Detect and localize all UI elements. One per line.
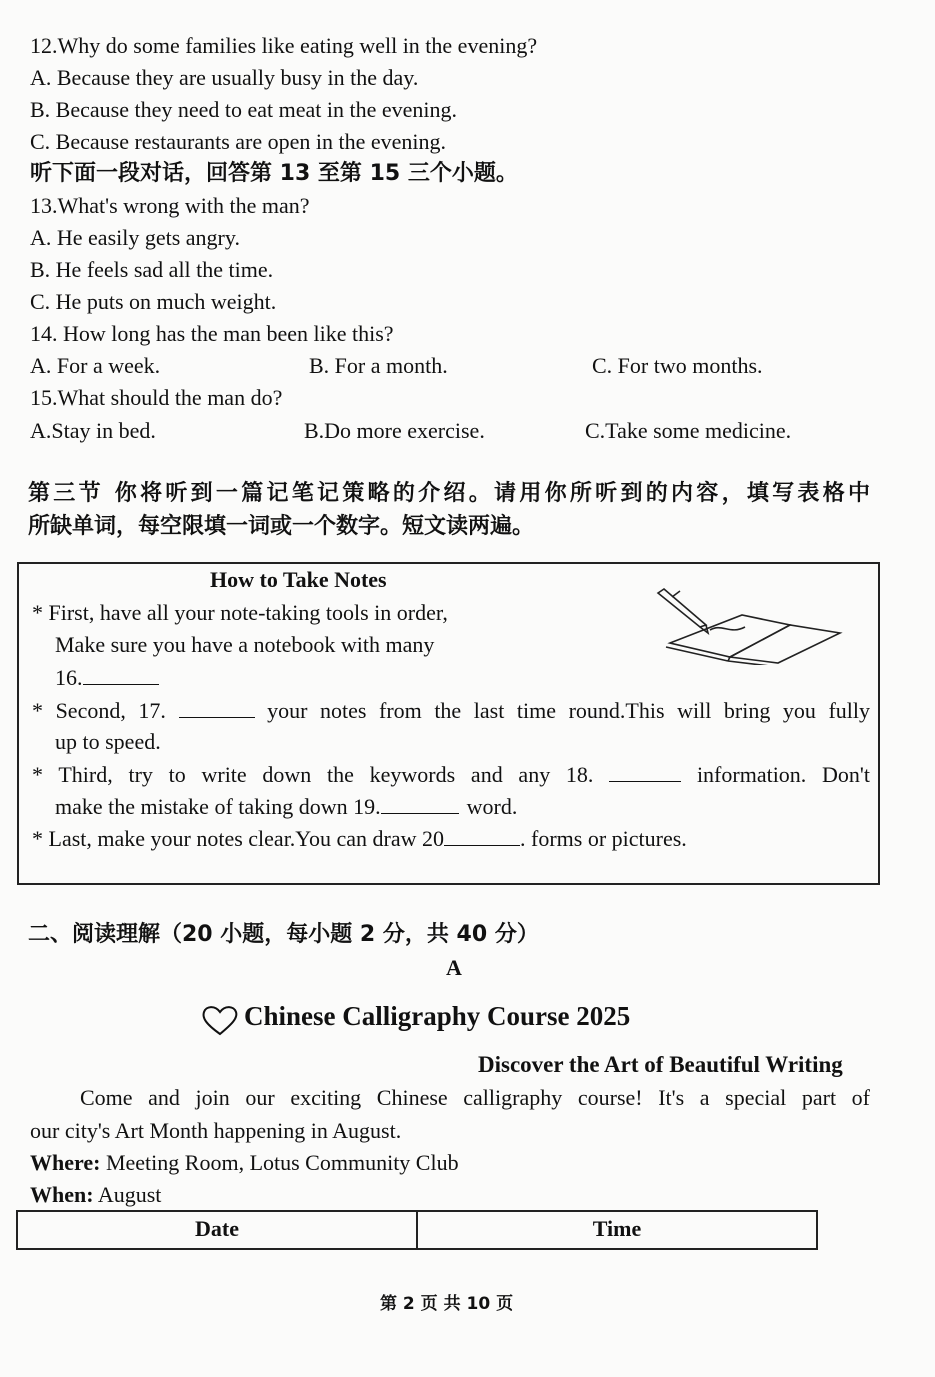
notes-item2-line1 [32,695,870,726]
part2-heading: 二、阅读理解（20 小题，每小题 2 分，共 40 分） [28,922,539,947]
option-15a: A.Stay in bed. [30,418,156,443]
course-where [30,1148,459,1178]
notes-item3-post: information. Don't [696,762,871,787]
option-13c: C. He puts on much weight. [30,289,277,314]
notes-item2-post: your notes from the last time round.This will bring you fully [267,698,871,723]
when-label: When: [30,1182,94,1207]
notes-item2-pre: * Second, 17. [32,698,166,723]
option-15b: B.Do more exercise. [304,418,485,443]
option-14a: A. For a week. [30,353,161,378]
table-header-time: Time [416,1212,816,1248]
blank-17[interactable] [179,695,255,718]
option-14b: B. For a month. [309,353,448,378]
option-12b: B. Because they need to eat meat in the evening. [30,97,458,122]
question-14: 14. How long has the man been like this? [30,321,394,346]
blank-16[interactable] [83,662,159,685]
option-12a: A. Because they are usually busy in the day. [30,65,419,90]
notes-item1-line2: Make sure you have a notebook with many [55,632,435,657]
blank-20[interactable] [444,823,520,846]
notes-item2-line2: up to speed. [55,729,161,754]
option-12c: C. Because restaurants are open in the evening. [30,129,447,154]
blank-18[interactable] [609,759,681,782]
question-15: 15.What should the man do? [30,385,283,410]
notes-item3-line2 [55,791,517,822]
course-subtitle: Discover the Art of Beautiful Writing [478,1052,843,1077]
blank-19[interactable] [381,791,459,814]
notes-title: How to Take Notes [210,567,387,592]
where-value: Meeting Room, Lotus Community Club [100,1150,459,1175]
page-footer: 第 2 页 共 10 页 [380,1294,514,1314]
option-13a: A. He easily gets angry. [30,225,240,250]
notes-item3-line2-post: word. [466,794,518,819]
course-intro-line1: Come and join our exciting Chinese calligraphy course! It's a special part of [80,1085,870,1110]
notes-item3-line2-pre: make the mistake of taking down 19. [55,794,381,819]
question-12: 12.Why do some families like eating well in the evening? [30,33,538,58]
instruction-13-15: 听下面一段对话，回答第 13 至第 15 三个小题。 [30,161,518,186]
notes-item4 [32,823,687,854]
notes-item4-post: . forms or pictures. [520,826,687,851]
section3-instruction-line1: 第三节 你将听到一篇记笔记策略的介绍。请用你所听到的内容，填写表格中 [28,481,870,506]
option-13b: B. He feels sad all the time. [30,257,274,282]
notes-item4-pre: * Last, make your notes clear.You can draw 20 [32,826,444,851]
table-header-date: Date [195,1216,239,1241]
notes-item1-line3 [55,662,159,693]
option-15c: C.Take some medicine. [585,418,792,443]
when-value: August [93,1182,162,1207]
option-14c: C. For two months. [592,353,763,378]
heart-icon [200,1004,240,1036]
passage-label: A [446,955,462,980]
notes-item1-line1: * First, have all your note-taking tools in order, [32,600,448,625]
notebook-pen-icon [650,585,845,665]
question-13: 13.What's wrong with the man? [30,193,310,218]
course-intro-line2: our city's Art Month happening in August. [30,1118,402,1143]
course-title: Chinese Calligraphy Course 2025 [244,1001,631,1031]
where-label: Where: [30,1150,101,1175]
blank-16-label: 16. [55,665,83,690]
section3-instruction-line2: 所缺单词，每空限填一词或一个数字。短文读两遍。 [28,514,535,539]
notes-item3-line1 [32,759,870,790]
notes-item3-pre: * Third, try to write down the keywords and any 18. [32,762,594,787]
date-time-table [16,1210,818,1250]
course-when [30,1180,161,1210]
